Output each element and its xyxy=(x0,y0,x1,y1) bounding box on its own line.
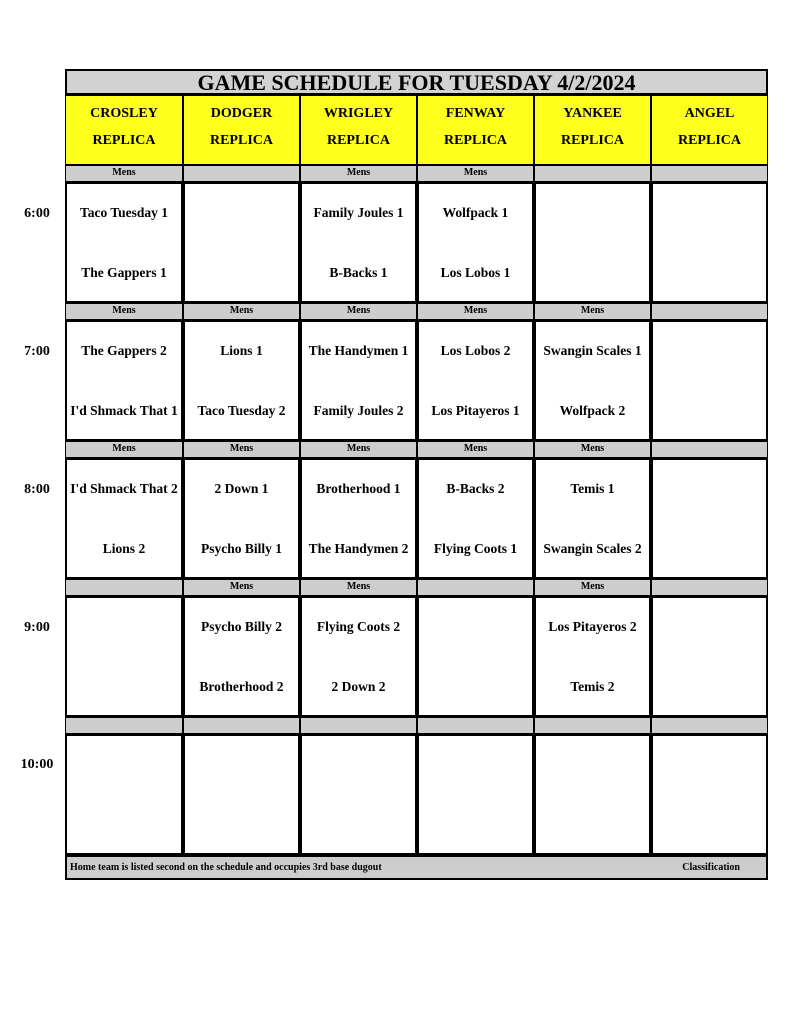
game-cell xyxy=(651,320,768,441)
venue-name: FENWAY xyxy=(445,106,506,121)
venue-subtitle: REPLICA xyxy=(560,133,624,148)
away-team: The Gappers 2 xyxy=(81,342,167,358)
game-cell xyxy=(300,596,417,717)
time-label: 9:00 xyxy=(24,620,50,635)
division-label: Mens xyxy=(300,303,417,320)
away-team: Wolfpack 1 xyxy=(442,204,509,220)
game-cell xyxy=(651,458,768,579)
venue-header xyxy=(183,95,300,165)
division-label xyxy=(65,717,183,734)
division-label: Mens xyxy=(183,441,300,458)
away-team: Lions 1 xyxy=(220,342,263,358)
division-label: Mens xyxy=(417,303,534,320)
division-label: Mens xyxy=(183,303,300,320)
game-cell xyxy=(534,320,651,441)
division-label xyxy=(651,165,768,182)
game-cell xyxy=(417,734,534,855)
venue-header xyxy=(417,95,534,165)
game-cell xyxy=(183,596,300,717)
venue-subtitle: REPLICA xyxy=(209,133,273,148)
home-team: Family Joules 2 xyxy=(313,402,404,418)
venue-name: DODGER xyxy=(210,106,273,121)
venue-header xyxy=(65,95,183,165)
home-team: Taco Tuesday 2 xyxy=(197,402,286,418)
venue-subtitle: REPLICA xyxy=(443,133,507,148)
away-team: I'd Shmack That 2 xyxy=(70,480,178,496)
division-label xyxy=(417,579,534,596)
venue-name: WRIGLEY xyxy=(323,106,394,121)
game-cell xyxy=(183,320,300,441)
away-team: Los Pitayeros 2 xyxy=(548,618,637,634)
home-team: Psycho Billy 1 xyxy=(200,540,282,556)
venue-header xyxy=(300,95,417,165)
home-team: I'd Shmack That 1 xyxy=(70,402,178,418)
venue-header xyxy=(651,95,768,165)
division-label: Mens xyxy=(534,303,651,320)
home-team: 2 Down 2 xyxy=(331,678,386,694)
away-team: Taco Tuesday 1 xyxy=(79,204,169,220)
game-cell xyxy=(183,182,300,303)
home-team: Los Pitayeros 1 xyxy=(431,402,520,418)
division-label xyxy=(65,579,183,596)
game-cell xyxy=(300,320,417,441)
division-label: Mens xyxy=(65,165,183,182)
home-team: Los Lobos 1 xyxy=(440,264,511,280)
home-team: Brotherhood 2 xyxy=(199,678,284,694)
home-team: The Handymen 2 xyxy=(308,540,409,556)
time-label: 6:00 xyxy=(24,206,50,221)
division-label xyxy=(651,441,768,458)
venue-name: CROSLEY xyxy=(90,106,158,121)
home-team: Wolfpack 2 xyxy=(559,402,626,418)
division-label: Mens xyxy=(300,165,417,182)
away-team: B-Backs 2 xyxy=(446,480,505,496)
home-team: Swangin Scales 2 xyxy=(543,540,642,556)
footer-note: Home team is listed second on the schedule and occupies 3rd base dugout xyxy=(70,862,382,873)
division-label xyxy=(651,579,768,596)
division-label xyxy=(534,717,651,734)
game-cell xyxy=(65,458,183,579)
away-team: Family Joules 1 xyxy=(313,204,404,220)
venue-subtitle: REPLICA xyxy=(326,133,390,148)
division-label: Mens xyxy=(417,165,534,182)
home-team: Flying Coots 1 xyxy=(433,540,518,556)
game-cell xyxy=(65,320,183,441)
away-team: Flying Coots 2 xyxy=(316,618,401,634)
home-team: Temis 2 xyxy=(570,678,615,694)
time-label: 8:00 xyxy=(24,482,50,497)
game-cell xyxy=(651,182,768,303)
division-label xyxy=(183,717,300,734)
home-team: The Gappers 1 xyxy=(81,264,167,280)
away-team: Los Lobos 2 xyxy=(440,342,511,358)
division-label: Mens xyxy=(300,441,417,458)
footer-bar xyxy=(65,855,768,880)
game-cell xyxy=(651,734,768,855)
game-cell xyxy=(417,182,534,303)
game-cell xyxy=(300,458,417,579)
division-label xyxy=(651,303,768,320)
game-cell xyxy=(417,458,534,579)
game-cell xyxy=(534,734,651,855)
away-team: Brotherhood 1 xyxy=(316,480,401,496)
division-label xyxy=(417,717,534,734)
division-label: Mens xyxy=(300,579,417,596)
venue-subtitle: REPLICA xyxy=(677,133,741,148)
away-team: 2 Down 1 xyxy=(214,480,269,496)
home-team: Lions 2 xyxy=(102,540,146,556)
division-label xyxy=(534,165,651,182)
page-title: GAME SCHEDULE FOR TUESDAY 4/2/2024 xyxy=(65,69,768,95)
division-label: Mens xyxy=(417,441,534,458)
division-label: Mens xyxy=(183,579,300,596)
home-team: B-Backs 1 xyxy=(329,264,388,280)
game-cell xyxy=(183,458,300,579)
time-label: 10:00 xyxy=(20,757,54,772)
game-cell xyxy=(300,182,417,303)
away-team: The Handymen 1 xyxy=(308,342,409,358)
division-label xyxy=(183,165,300,182)
division-label: Mens xyxy=(65,303,183,320)
away-team: Swangin Scales 1 xyxy=(543,342,642,358)
away-team: Temis 1 xyxy=(570,480,615,496)
venue-header xyxy=(534,95,651,165)
time-label: 7:00 xyxy=(24,344,50,359)
game-cell xyxy=(534,596,651,717)
division-label: Mens xyxy=(534,579,651,596)
game-cell xyxy=(417,596,534,717)
footer-classification: Classification xyxy=(682,862,740,873)
game-cell xyxy=(65,596,183,717)
division-label xyxy=(651,717,768,734)
game-cell xyxy=(534,182,651,303)
venue-name: YANKEE xyxy=(563,106,622,121)
game-cell xyxy=(300,734,417,855)
venue-name: ANGEL xyxy=(684,106,735,121)
game-cell xyxy=(651,596,768,717)
game-cell xyxy=(417,320,534,441)
game-cell xyxy=(65,182,183,303)
venue-subtitle: REPLICA xyxy=(92,133,156,148)
division-label xyxy=(300,717,417,734)
division-label: Mens xyxy=(534,441,651,458)
division-label: Mens xyxy=(65,441,183,458)
game-cell xyxy=(65,734,183,855)
game-cell xyxy=(183,734,300,855)
game-cell xyxy=(534,458,651,579)
away-team: Psycho Billy 2 xyxy=(200,618,282,634)
